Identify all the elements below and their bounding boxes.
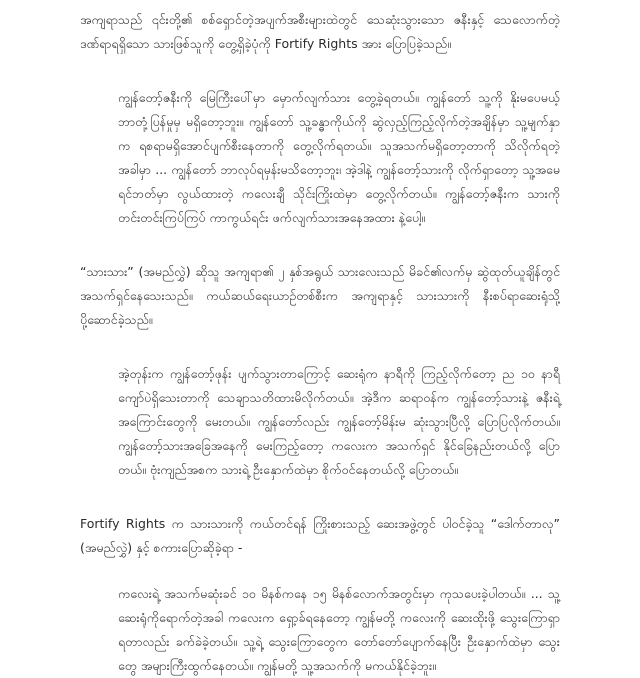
testimony-quote-2: အဲ့တုန်းက ကျွန်တော့်ဖုန်း ပျက်သွားတာကြောင့် ဆေးရုံက နာရီကို ကြည့်လိုက်တော့ ည ၁၀ နာရီကျော်ပဲရှိသေးတာကို သေချာသတိထားမိလိုက်တယ်။ အဲ့ဒီက ဆရာဝန်က ကျွန်တော့်သားနဲ့ ဇနီးရဲ့ အကြောင်းတွေကို မေးတယ်။ ကျွန်တော်လည်း ကျွန်တော့်မိန်းမ ဆုံးသွားပြီလို့ ပြောပြလိုက်တယ်။ ကျွန်တော့်သားအခြေအနေကို မေးကြည့်တော့ ကလေးက အသက်ရှင် နိုင်ခြေနည်းတယ်လို့ ပြောတယ်။ ဗုံးကျည်အစက သားရဲ့ ဦးနှောက်ထဲမှာ စိုက်ဝင်နေတယ်လို့ ပြောတယ်။ [118, 366, 560, 477]
doctor-quote: ကလေးရဲ့ အသက်မဆုံးခင် ၁၀ မိနစ်ကနေ ၁၅ မိနစ်လောက်အတွင်းမှာ ကုသပေးခဲ့ပါတယ်။ ... သူ့ဆေးရုံကိုရောက်တဲ့အခါ ကလေးက ရှော့ခ်ရနေတော့ ကျွန်မတို့ ကလေးကို ဆေးထိုးဖို့ သွေးကြောရှာရတာလည်း ခက်ခဲခဲ့တယ်။ သူ့ရဲ့ သွေးကြောတွေက တော်တော်ပျောက်နေပြီး ဦးနှောက်ထဲမှာ သွေးတွေ အများကြီးထွက်နေတယ်။ ကျွန်မတို့ သူ့အသက်ကို မကယ်နိုင်ခဲ့ဘူး။ [118, 586, 560, 673]
testimony-quote-1: ကျွန်တော့်ဇနီးကို မြေကြီးပေါ်မှာ မှောက်လျက်သား တွေ့ခဲ့ရတယ်။ ကျွန်တော် သူ့ကို နိုးမပေမယ့် ဘာတုံ့ပြန်မှုမှ မရှိတော့ဘူး။ ကျွန်တော် သူ့ခန္ဓာကိုယ်ကို ဆွဲလှည့်ကြည့်လိုက်တဲ့အချိန်မှာ သူ့မျက်နှာက ရစရာမရှိအောင်ပျက်စီးနေတာကို တွေ့လိုက်ရတယ်။ သူအသက်မရှိတော့တာကို သိလိုက်ရတဲ့အခါမှာ ... ကျွန်တော် ဘာလုပ်ရမှန်းမသိတော့ဘူး၊ အဲ့ဒါနဲ့ ကျွန်တော့်သားကို လိုက်ရှာတော့ သူ့အမေ ရင်ဘတ်မှာ လွယ်ထားတဲ့ ကလေးချီ သိုင်းကြိုးထဲမှာ တွေ့လိုက်တယ်။ ကျွန်တော့်ဇနီးက သားကို တင်းတင်းကြပ်ကြပ် ကာကွယ်ရင်း ဖက်လျက်သားအနေအထား နဲ့ပေါ့။ [118, 90, 560, 225]
doctor-paragraph: Fortify Rights က သားသားကို ကယ်တင်ရန် ကြိုးစားသည့် ဆေးအဖွဲ့တွင် ပါဝင်ခဲ့သူ “ဒေါက်တာလု” (အမည်လွှဲ) နှင့် စကားပြောဆိုခဲ့ရာ - [80, 516, 560, 555]
intro-paragraph: အကျရာသည် ၎င်းတို့၏ စစ်ရှောင်တဲ့အပျက်အစီးများထဲတွင် သေဆုံးသွားသော ဇနီးနှင့် သေလောက်တဲ့ ဒဏ်ရာရရှိသော သားဖြစ်သူကို တွေ့ရှိခဲ့ပုံကို Fortify Rights အား ပြောပြခဲ့သည်။ [80, 12, 560, 51]
child-paragraph: “သားသား” (အမည်လွှဲ) ဆိုသူ အကျရာ၏ ၂ နှစ်အရွယ် သားလေးသည် မိခင်၏လက်မှ ဆွဲထုတ်ယူချိန်တွင် အသက်ရှင်နေသေးသည်။ ကယ်ဆယ်ရေးယာဉ်တစ်စီးက အကျရာနှင့် သားသားကို နီးစပ်ရာဆေးရုံသို့ ပို့ဆောင်ခဲ့သည်။ [80, 264, 560, 327]
